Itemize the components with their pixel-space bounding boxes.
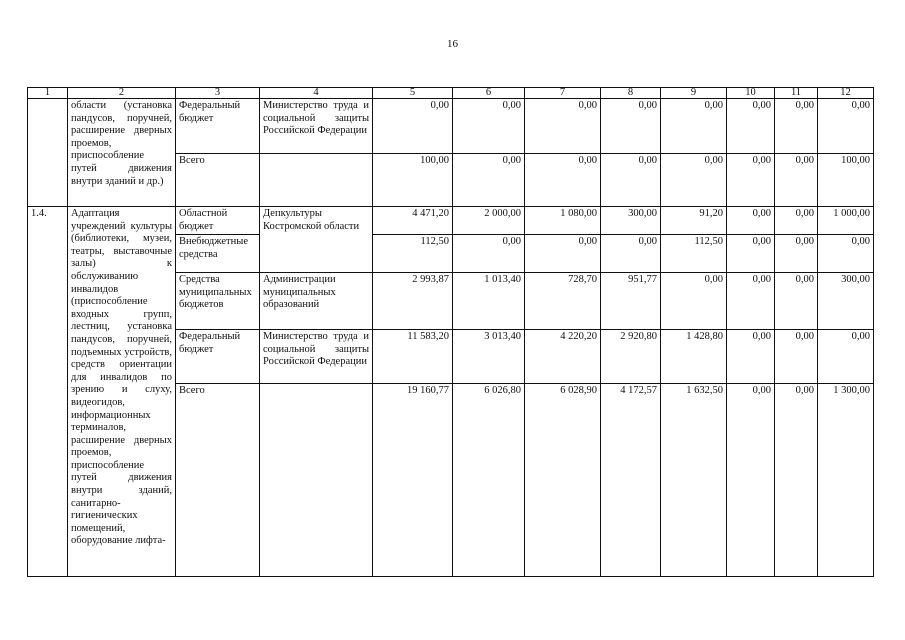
- column-header: 7: [525, 88, 601, 99]
- value-cell: 3 013,40: [453, 330, 525, 384]
- value-cell: 1 632,50: [661, 384, 727, 577]
- value-cell: 1 300,00: [818, 384, 874, 577]
- description-cell: области (установка пандусов, поручней, расширение дверных проемов, приспособление путей движения внутри зданий и др.): [68, 99, 176, 207]
- value-cell: 2 920,80: [601, 330, 661, 384]
- executor-cell: Министерство труда и социальной защиты Российской Федерации: [260, 330, 373, 384]
- value-cell: 0,00: [661, 273, 727, 330]
- value-cell: 0,00: [661, 99, 727, 154]
- value-cell: 0,00: [453, 154, 525, 207]
- column-header: 9: [661, 88, 727, 99]
- value-cell: 4 471,20: [373, 207, 453, 235]
- value-cell: 0,00: [601, 154, 661, 207]
- column-header: 5: [373, 88, 453, 99]
- value-cell: 0,00: [775, 384, 818, 577]
- value-cell: 91,20: [661, 207, 727, 235]
- table-row: [28, 99, 874, 154]
- value-cell: 300,00: [601, 207, 661, 235]
- value-cell: 19 160,77: [373, 384, 453, 577]
- value-cell: 4 172,57: [601, 384, 661, 577]
- executor-cell: [260, 154, 373, 207]
- funding-source-cell: Областной бюджет: [176, 207, 260, 235]
- value-cell: 0,00: [601, 235, 661, 273]
- value-cell: 0,00: [727, 384, 775, 577]
- row-number-cell: [28, 99, 68, 207]
- value-cell: 0,00: [818, 235, 874, 273]
- value-cell: 728,70: [525, 273, 601, 330]
- value-cell: 1 080,00: [525, 207, 601, 235]
- column-header: 8: [601, 88, 661, 99]
- value-cell: 0,00: [453, 99, 525, 154]
- value-cell: 0,00: [601, 99, 661, 154]
- value-cell: 300,00: [818, 273, 874, 330]
- funding-source-cell: Внебюджетные средства: [176, 235, 260, 273]
- value-cell: 0,00: [775, 235, 818, 273]
- column-header: 3: [176, 88, 260, 99]
- value-cell: 0,00: [727, 99, 775, 154]
- table-row: [28, 207, 874, 235]
- value-cell: 2 993,87: [373, 273, 453, 330]
- value-cell: 0,00: [525, 154, 601, 207]
- value-cell: 0,00: [775, 273, 818, 330]
- column-header: 6: [453, 88, 525, 99]
- funding-source-cell: Всего: [176, 384, 260, 577]
- column-header: 2: [68, 88, 176, 99]
- value-cell: 2 000,00: [453, 207, 525, 235]
- funding-source-cell: Федеральный бюджет: [176, 330, 260, 384]
- value-cell: 0,00: [525, 235, 601, 273]
- column-header: 1: [28, 88, 68, 99]
- value-cell: 1 013,40: [453, 273, 525, 330]
- description-cell: Адаптация учреждений культуры (библиотеки, музеи, театры, выставочные залы) к обслуживанию инвалидов (приспособление входных групп, лестниц, установка пандусов, поручней, подъемных устройств, средств ориентации для инвалидов по зрению и слуху, видеогидов, информационных терминалов, расширение дверных проемов, приспособление путей движения внутри зданий, санитарно-гигиенических помещений, оборудование лифта-: [68, 207, 176, 577]
- funding-source-cell: Средства муниципальных бюджетов: [176, 273, 260, 330]
- value-cell: 951,77: [601, 273, 661, 330]
- value-cell: 0,00: [775, 330, 818, 384]
- value-cell: 100,00: [373, 154, 453, 207]
- column-header: 10: [727, 88, 775, 99]
- value-cell: 0,00: [775, 154, 818, 207]
- value-cell: 6 028,90: [525, 384, 601, 577]
- column-header: 4: [260, 88, 373, 99]
- value-cell: 100,00: [818, 154, 874, 207]
- column-header: 12: [818, 88, 874, 99]
- column-header: 11: [775, 88, 818, 99]
- value-cell: 0,00: [661, 154, 727, 207]
- executor-cell: Администрации муниципальных образований: [260, 273, 373, 330]
- value-cell: 11 583,20: [373, 330, 453, 384]
- value-cell: 0,00: [727, 330, 775, 384]
- value-cell: 112,50: [373, 235, 453, 273]
- value-cell: 0,00: [727, 207, 775, 235]
- value-cell: 0,00: [727, 235, 775, 273]
- value-cell: 0,00: [453, 235, 525, 273]
- value-cell: 0,00: [818, 99, 874, 154]
- value-cell: 4 220,20: [525, 330, 601, 384]
- value-cell: 0,00: [775, 207, 818, 235]
- value-cell: 1 428,80: [661, 330, 727, 384]
- executor-cell: Депкультуры Костромской области: [260, 207, 373, 273]
- funding-source-cell: Федеральный бюджет: [176, 99, 260, 154]
- value-cell: 0,00: [373, 99, 453, 154]
- value-cell: 0,00: [818, 330, 874, 384]
- executor-cell: Министерство труда и социальной защиты Российской Федерации: [260, 99, 373, 154]
- value-cell: 112,50: [661, 235, 727, 273]
- value-cell: 0,00: [727, 154, 775, 207]
- value-cell: 0,00: [775, 99, 818, 154]
- page-number: 16: [447, 38, 458, 50]
- value-cell: 0,00: [727, 273, 775, 330]
- column-header-row: [28, 88, 874, 99]
- executor-cell: [260, 384, 373, 577]
- budget-table: [27, 87, 874, 577]
- funding-source-cell: Всего: [176, 154, 260, 207]
- value-cell: 1 000,00: [818, 207, 874, 235]
- value-cell: 6 026,80: [453, 384, 525, 577]
- row-number-cell: 1.4.: [28, 207, 68, 577]
- value-cell: 0,00: [525, 99, 601, 154]
